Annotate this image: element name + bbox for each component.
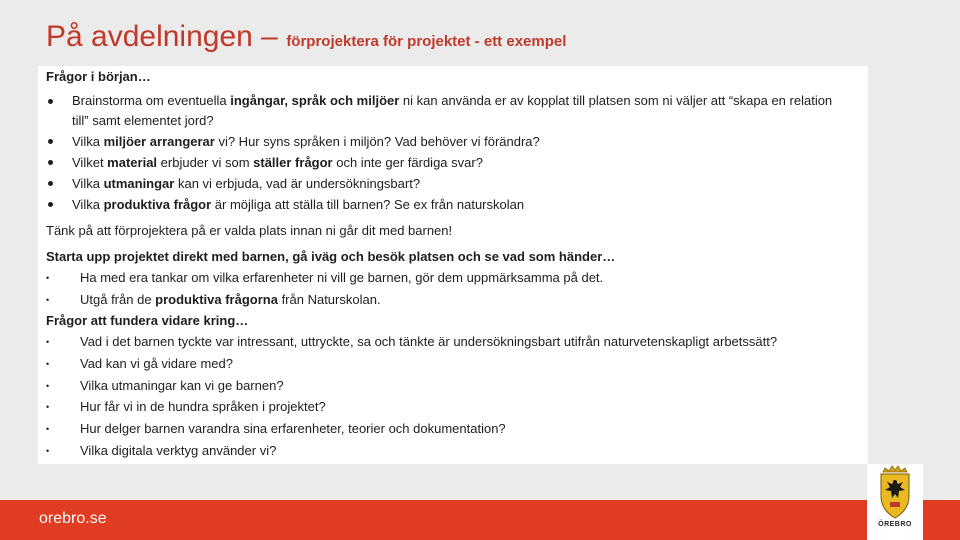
list-item: Vilket material erbjuder vi som ställer frågor och inte ger färdiga svar? <box>46 152 851 173</box>
list-item: Vilka miljöer arrangerar vi? Hur syns språken i miljön? Vad behöver vi förändra? <box>46 131 851 152</box>
emphasis-text: ställer frågor <box>253 155 333 170</box>
bullet-mark: • <box>46 424 50 435</box>
reflect-list <box>46 331 860 461</box>
list-item <box>46 267 860 289</box>
section-heading-reflect: Frågor att fundera vidare kring… <box>46 313 249 329</box>
list-item <box>46 440 860 462</box>
list-item <box>46 375 860 397</box>
list-item-text: Ha med era tankar om vilka erfarenheter ni vill ge barnen, gör dem uppmärksamma på det. <box>80 270 604 285</box>
list-item-text: Hur får vi in de hundra språken i projektet? <box>80 399 326 415</box>
list-item-text: Utgå från de produktiva frågorna från Naturskolan. <box>80 291 381 307</box>
list-item: Brainstorma om eventuella ingångar, språk och miljöer ni kan använda er av kopplat till platsen som ni väljer att “skapa en relation till” samt elementet jord? <box>46 91 851 131</box>
startup-list <box>46 267 860 310</box>
title-subtitle: förprojektera för projektet - ett exempel <box>286 33 567 50</box>
coat-of-arms-icon <box>867 464 923 524</box>
logo-text: ÖREBRO <box>878 521 912 528</box>
section-heading-start: Frågor i början… <box>46 69 151 84</box>
list-item-text: Vilka utmaningar kan vi ge barnen? <box>80 377 284 393</box>
list-item <box>46 331 860 353</box>
bullet-mark: • <box>46 294 50 305</box>
emphasis-text: utmaningar <box>103 176 175 191</box>
list-item <box>46 418 860 440</box>
website-link[interactable]: orebro.se <box>39 510 107 527</box>
emphasis-text: produktiva frågor <box>103 197 212 212</box>
emphasis-text: ingångar, språk och miljöer <box>230 93 400 108</box>
bullet-mark: • <box>46 337 50 348</box>
bullet-mark: • <box>46 273 50 283</box>
content-panel <box>38 66 868 464</box>
bullet-mark: • <box>46 359 50 370</box>
section-heading-startup: Starta upp projektet direkt med barnen, gå iväg och besök platsen och se vad som händer… <box>46 249 616 264</box>
footer-bar <box>0 500 960 540</box>
emphasis-text: produktiva frågorna <box>155 291 278 307</box>
start-question-list <box>46 91 860 215</box>
list-item <box>46 353 860 375</box>
orebro-logo <box>867 464 923 540</box>
bullet-mark: • <box>46 402 50 413</box>
title-main: På avdelningen – <box>46 20 278 53</box>
list-item <box>46 289 860 311</box>
note-text: Tänk på att förprojektera på er valda plats innan ni går dit med barnen! <box>46 223 453 238</box>
bullet-mark: • <box>46 445 50 456</box>
slide-title <box>46 20 566 54</box>
list-item: Vilka utmaningar kan vi erbjuda, vad är undersökningsbart? <box>46 173 851 194</box>
list-item-text: Vad i det barnen tyckte var intressant, uttryckte, sa och tänkte är undersökningsbart utifrån naturvetenskapligt arbetssätt? <box>80 334 778 350</box>
list-item-text: Hur delger barnen varandra sina erfarenheter, teorier och dokumentation? <box>80 421 506 437</box>
emphasis-text: material <box>107 155 158 170</box>
emphasis-text: miljöer arrangerar <box>103 134 215 149</box>
bullet-mark: • <box>46 380 50 391</box>
list-item <box>46 396 860 418</box>
list-item-text: Vad kan vi gå vidare med? <box>80 356 233 372</box>
list-item: Vilka produktiva frågor är möjliga att ställa till barnen? Se ex från naturskolan <box>46 194 851 215</box>
list-item-text: Vilka digitala verktyg använder vi? <box>80 442 277 458</box>
